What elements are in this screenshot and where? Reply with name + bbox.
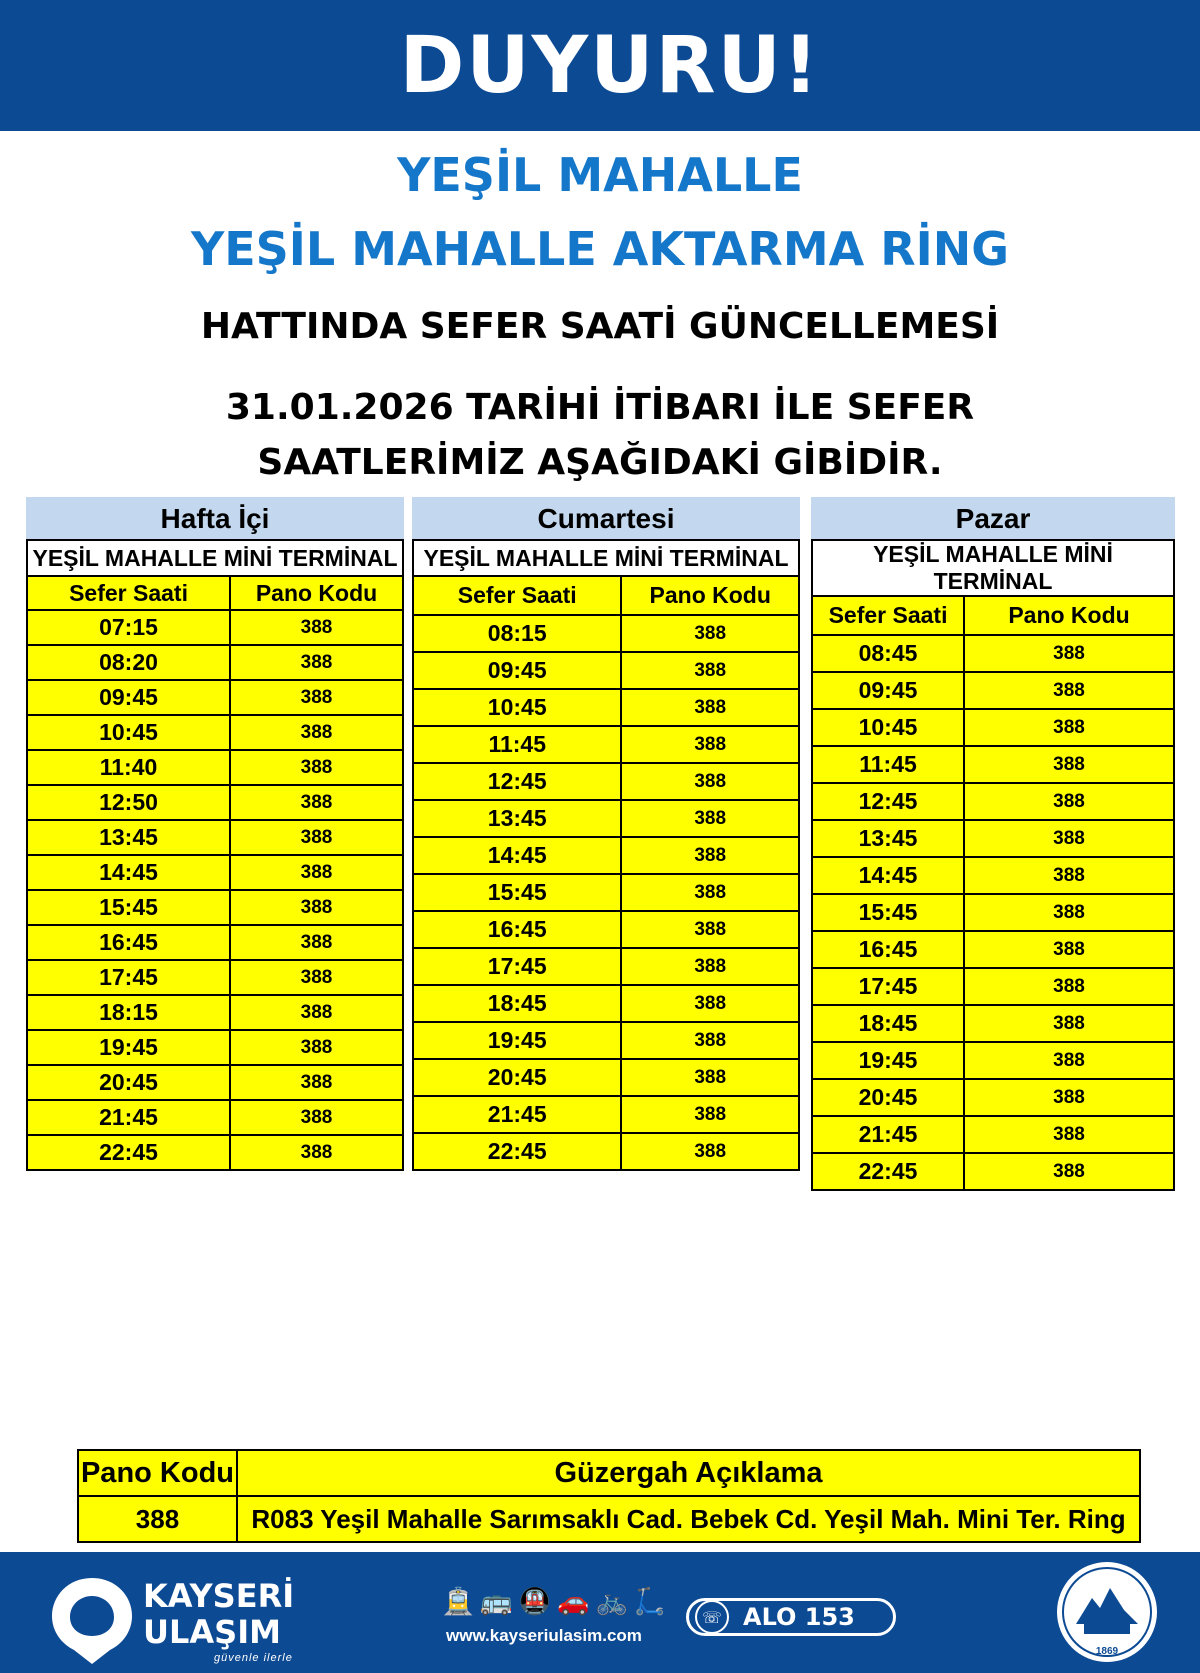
brand-line-2: ULAŞIM xyxy=(143,1613,281,1651)
route-code-header: Pano Kodu xyxy=(78,1450,237,1496)
schedule-row xyxy=(812,1005,1174,1042)
board-code: 388 xyxy=(621,1022,799,1059)
departure-time: 07:15 xyxy=(27,610,230,645)
update-subtitle: HATTINDA SEFER SAATİ GÜNCELLEMESİ xyxy=(200,306,1000,347)
schedule-row xyxy=(413,1133,799,1170)
effective-date-notice xyxy=(0,380,1200,490)
schedule-row xyxy=(27,820,403,855)
hotline-badge[interactable] xyxy=(686,1598,896,1636)
schedule-row xyxy=(27,925,403,960)
schedule-row xyxy=(812,672,1174,709)
departure-time: 12:50 xyxy=(27,785,230,820)
departure-time: 13:45 xyxy=(812,820,964,857)
departure-time: 19:45 xyxy=(27,1030,230,1065)
parking-car-icon: 🚗 xyxy=(557,1586,596,1616)
departure-time: 10:45 xyxy=(413,689,621,726)
board-code: 388 xyxy=(964,1005,1174,1042)
board-code: 388 xyxy=(230,820,403,855)
departure-time: 11:40 xyxy=(27,750,230,785)
departure-time: 13:45 xyxy=(413,800,621,837)
schedule-row xyxy=(812,709,1174,746)
schedule-row xyxy=(413,1022,799,1059)
board-code: 388 xyxy=(621,652,799,689)
schedule-row xyxy=(812,931,1174,968)
board-code: 388 xyxy=(230,960,403,995)
schedule-row xyxy=(413,1059,799,1096)
schedule-row xyxy=(812,1153,1174,1190)
board-code: 388 xyxy=(621,689,799,726)
departure-time: 14:45 xyxy=(27,855,230,890)
schedule-terminal-header: YEŞİL MAHALLE MİNİ TERMİNAL xyxy=(413,540,799,576)
board-code: 388 xyxy=(964,931,1174,968)
schedule-row xyxy=(27,1065,403,1100)
departure-time: 16:45 xyxy=(27,925,230,960)
route-code: 388 xyxy=(78,1496,237,1542)
schedule-row xyxy=(413,985,799,1022)
board-code: 388 xyxy=(964,746,1174,783)
board-code: 388 xyxy=(230,750,403,785)
schedule-terminal-header: YEŞİL MAHALLE MİNİ TERMİNAL xyxy=(812,540,1174,596)
schedule-row xyxy=(27,1135,403,1170)
schedule-row xyxy=(812,1079,1174,1116)
departure-time-header: Sefer Saati xyxy=(27,576,230,610)
departure-time: 20:45 xyxy=(27,1065,230,1100)
route-description: R083 Yeşil Mahalle Sarımsaklı Cad. Bebek Cd. Yeşil Mah. Mini Ter. Ring xyxy=(237,1496,1140,1542)
departure-time: 18:45 xyxy=(413,985,621,1022)
departure-time: 10:45 xyxy=(27,715,230,750)
board-code: 388 xyxy=(964,968,1174,1005)
schedule-row xyxy=(27,1100,403,1135)
schedule-row xyxy=(812,635,1174,672)
board-code: 388 xyxy=(964,1153,1174,1190)
schedule-row xyxy=(812,968,1174,1005)
header-banner xyxy=(0,0,1200,131)
departure-time: 20:45 xyxy=(812,1079,964,1116)
schedule-row xyxy=(27,855,403,890)
route-description-table xyxy=(77,1449,1141,1543)
metro-icon: 🚇 xyxy=(518,1586,558,1616)
board-code: 388 xyxy=(230,610,403,645)
schedule-row xyxy=(27,680,403,715)
departure-time: 16:45 xyxy=(812,931,964,968)
departure-time: 17:45 xyxy=(27,960,230,995)
board-code: 388 xyxy=(230,890,403,925)
announcement-title: DUYURU! xyxy=(399,20,821,111)
board-code: 388 xyxy=(230,680,403,715)
departure-time: 22:45 xyxy=(812,1153,964,1190)
departure-time: 12:45 xyxy=(413,763,621,800)
departure-time: 22:45 xyxy=(27,1135,230,1170)
departure-time: 09:45 xyxy=(27,680,230,715)
departure-time: 21:45 xyxy=(812,1116,964,1153)
board-code: 388 xyxy=(964,783,1174,820)
weekday-schedule-table xyxy=(26,497,404,1171)
departure-time: 09:45 xyxy=(413,652,621,689)
schedule-row xyxy=(27,645,403,680)
schedule-row xyxy=(413,800,799,837)
schedule-row xyxy=(27,785,403,820)
departure-time: 17:45 xyxy=(812,968,964,1005)
schedule-row xyxy=(812,1116,1174,1153)
board-code: 388 xyxy=(964,1116,1174,1153)
departure-time: 15:45 xyxy=(27,890,230,925)
departure-time: 17:45 xyxy=(413,948,621,985)
departure-time: 14:45 xyxy=(812,857,964,894)
scooter-icon: 🛴 xyxy=(633,1586,673,1616)
board-code: 388 xyxy=(230,925,403,960)
board-code-header: Pano Kodu xyxy=(230,576,403,610)
route-title: YEŞİL MAHALLE AKTARMA RİNG xyxy=(190,222,1010,276)
schedule-row xyxy=(27,750,403,785)
saturday-schedule-table xyxy=(412,497,800,1171)
board-code: 388 xyxy=(964,1042,1174,1079)
board-code: 388 xyxy=(621,763,799,800)
board-code: 388 xyxy=(621,874,799,911)
transport-icons xyxy=(442,1586,672,1617)
phone-icon: ☏ xyxy=(695,1600,729,1634)
departure-time: 18:15 xyxy=(27,995,230,1030)
departure-time: 18:45 xyxy=(812,1005,964,1042)
schedule-row xyxy=(413,911,799,948)
tram-icon: 🚊 xyxy=(442,1586,481,1616)
departure-time: 21:45 xyxy=(413,1096,621,1133)
departure-time: 15:45 xyxy=(812,894,964,931)
schedule-day-header: Pazar xyxy=(812,498,1174,540)
neighborhood-title: YEŞİL MAHALLE xyxy=(397,148,803,202)
departure-time: 09:45 xyxy=(812,672,964,709)
departure-time: 21:45 xyxy=(27,1100,230,1135)
schedule-row xyxy=(413,726,799,763)
departure-time: 19:45 xyxy=(413,1022,621,1059)
sunday-schedule-table xyxy=(811,497,1175,1191)
schedule-row xyxy=(413,837,799,874)
schedule-row xyxy=(27,960,403,995)
board-code: 388 xyxy=(964,709,1174,746)
board-code: 388 xyxy=(964,820,1174,857)
board-code: 388 xyxy=(621,948,799,985)
schedule-row xyxy=(812,783,1174,820)
board-code: 388 xyxy=(621,615,799,652)
board-code: 388 xyxy=(621,1133,799,1170)
departure-time: 08:15 xyxy=(413,615,621,652)
schedule-row xyxy=(413,689,799,726)
board-code: 388 xyxy=(964,672,1174,709)
bicycle-icon: 🚲 xyxy=(595,1586,634,1616)
schedule-row xyxy=(413,763,799,800)
departure-time: 10:45 xyxy=(812,709,964,746)
board-code: 388 xyxy=(621,837,799,874)
schedule-row xyxy=(812,746,1174,783)
footer-banner xyxy=(0,1552,1200,1673)
board-code: 388 xyxy=(621,1059,799,1096)
board-code: 388 xyxy=(230,1030,403,1065)
board-code: 388 xyxy=(964,894,1174,931)
schedule-row xyxy=(413,615,799,652)
route-description-header: Güzergah Açıklama xyxy=(237,1450,1140,1496)
board-code: 388 xyxy=(230,645,403,680)
board-code: 388 xyxy=(621,911,799,948)
departure-time: 15:45 xyxy=(413,874,621,911)
schedule-row xyxy=(27,1030,403,1065)
effective-date-line-2: SAATLERİMİZ AŞAĞIDAKİ GİBİDİR. xyxy=(257,442,943,483)
hotline-number: ALO 153 xyxy=(743,1603,855,1631)
board-code: 388 xyxy=(964,857,1174,894)
schedule-row xyxy=(413,1096,799,1133)
schedule-terminal-header: YEŞİL MAHALLE MİNİ TERMİNAL xyxy=(27,540,403,576)
municipality-seal-icon xyxy=(1048,1558,1166,1666)
board-code: 388 xyxy=(230,1135,403,1170)
kayseri-ulasim-logo-icon xyxy=(44,1570,140,1666)
board-code: 388 xyxy=(230,1100,403,1135)
board-code: 388 xyxy=(621,726,799,763)
schedule-row xyxy=(27,610,403,645)
brand-name xyxy=(143,1578,294,1650)
board-code: 388 xyxy=(964,635,1174,672)
seal-year: 1869 xyxy=(1095,1646,1119,1657)
board-code: 388 xyxy=(230,855,403,890)
departure-time: 12:45 xyxy=(812,783,964,820)
schedule-row xyxy=(812,894,1174,931)
departure-time: 20:45 xyxy=(413,1059,621,1096)
board-code: 388 xyxy=(230,715,403,750)
schedule-row xyxy=(413,652,799,689)
departure-time: 14:45 xyxy=(413,837,621,874)
brand-tagline: güvenle ilerle xyxy=(214,1652,293,1664)
departure-time: 08:45 xyxy=(812,635,964,672)
brand-line-1: KAYSERİ xyxy=(143,1577,295,1615)
schedule-row xyxy=(812,820,1174,857)
website-link[interactable]: www.kayseriulasim.com xyxy=(446,1626,642,1645)
schedule-row xyxy=(413,874,799,911)
departure-time: 19:45 xyxy=(812,1042,964,1079)
board-code: 388 xyxy=(230,785,403,820)
schedule-row xyxy=(812,1042,1174,1079)
schedule-row xyxy=(27,715,403,750)
departure-time: 08:20 xyxy=(27,645,230,680)
board-code: 388 xyxy=(621,800,799,837)
schedule-row xyxy=(812,857,1174,894)
departure-time-header: Sefer Saati xyxy=(413,576,621,615)
board-code-header: Pano Kodu xyxy=(964,596,1174,635)
effective-date-line-1: 31.01.2026 TARİHİ İTİBARI İLE SEFER xyxy=(225,387,975,428)
bus-icon: 🚌 xyxy=(480,1586,519,1616)
board-code: 388 xyxy=(621,1096,799,1133)
schedule-row xyxy=(27,890,403,925)
schedule-day-header: Hafta İçi xyxy=(27,498,403,540)
departure-time-header: Sefer Saati xyxy=(812,596,964,635)
board-code: 388 xyxy=(621,985,799,1022)
departure-time: 22:45 xyxy=(413,1133,621,1170)
departure-time: 11:45 xyxy=(413,726,621,763)
board-code-header: Pano Kodu xyxy=(621,576,799,615)
board-code: 388 xyxy=(230,995,403,1030)
departure-time: 11:45 xyxy=(812,746,964,783)
schedule-row xyxy=(27,995,403,1030)
schedule-day-header: Cumartesi xyxy=(413,498,799,540)
board-code: 388 xyxy=(230,1065,403,1100)
board-code: 388 xyxy=(964,1079,1174,1116)
schedule-row xyxy=(413,948,799,985)
departure-time: 16:45 xyxy=(413,911,621,948)
departure-time: 13:45 xyxy=(27,820,230,855)
